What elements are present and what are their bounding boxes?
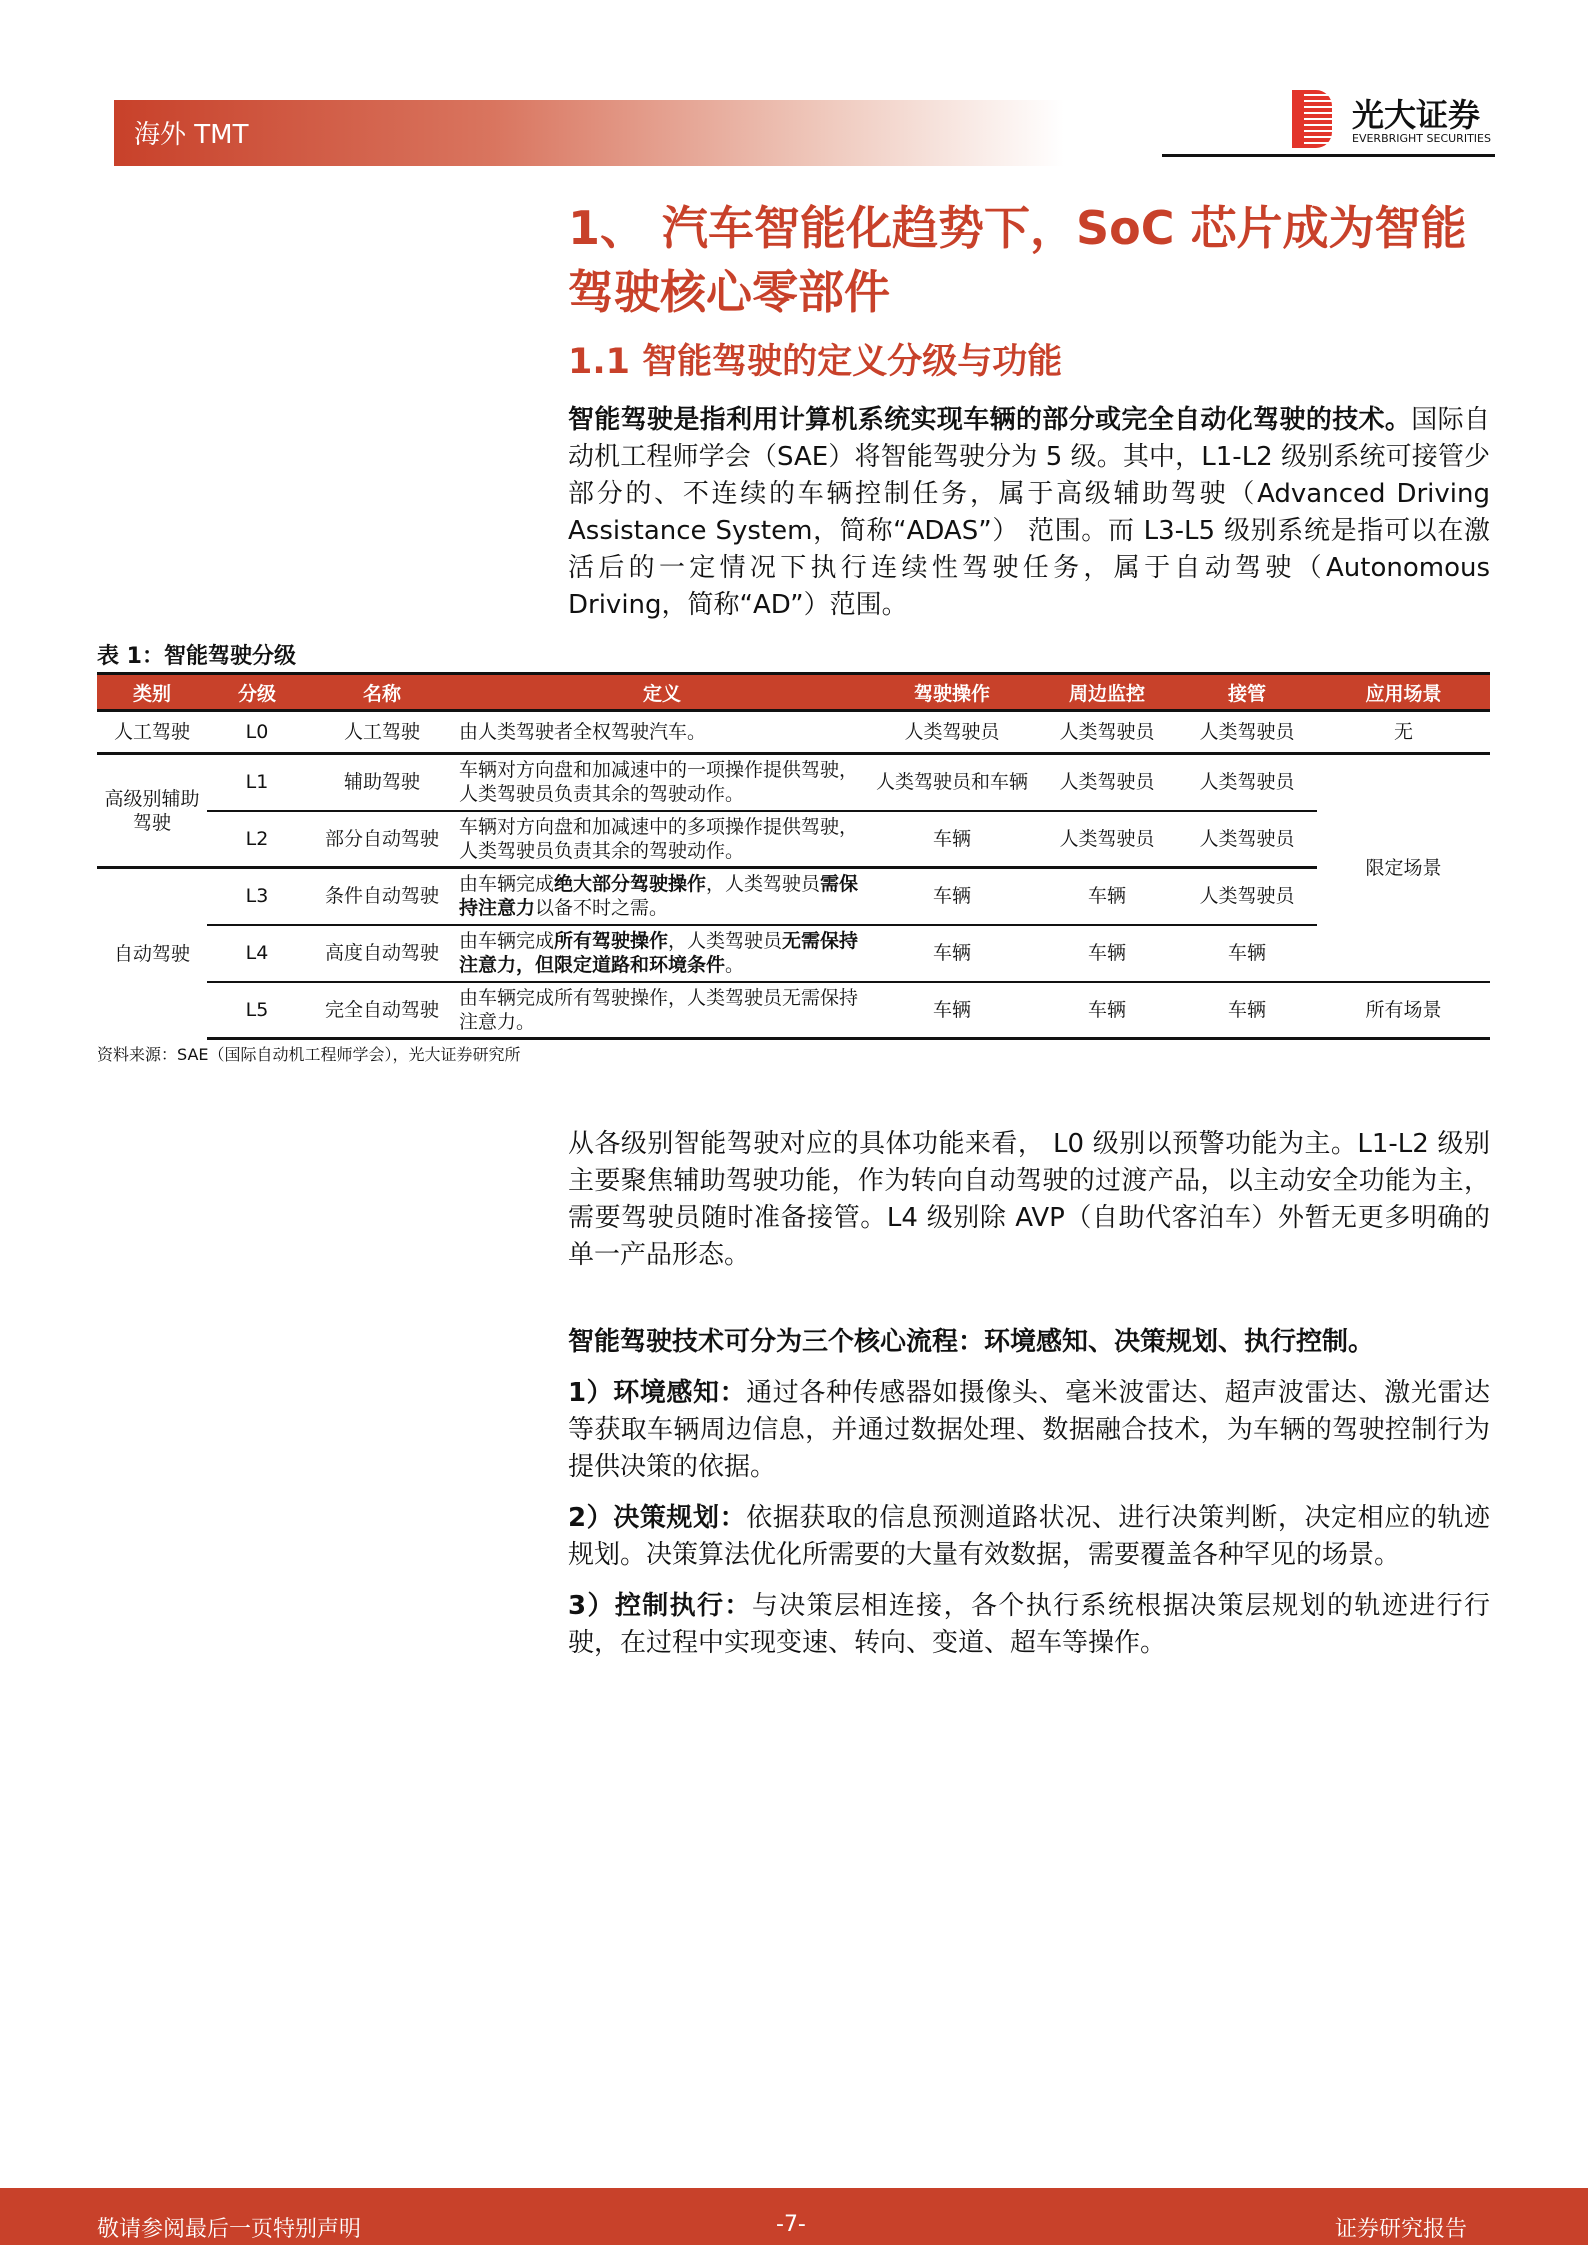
- cell: 由车辆完成所有驾驶操作，人类驾驶员无需保持注意力。: [457, 982, 867, 1039]
- cell: 辅助驾驶: [343, 771, 420, 794]
- cell: L1: [245, 771, 269, 794]
- cell: 人工驾驶: [307, 711, 457, 754]
- cell: 车辆: [1177, 982, 1317, 1039]
- cell: 无: [1317, 711, 1490, 754]
- process-item: 3）控制执行：与决策层相连接，各个执行系统根据决策层规划的轨迹进行行驶，在过程中实现变速、转向、变道、超车等操作。: [568, 1591, 1490, 1658]
- cell: 车辆: [1037, 982, 1177, 1039]
- cell: 人工驾驶: [97, 711, 207, 754]
- table-row: [97, 868, 1490, 925]
- cell: 车辆: [867, 811, 1037, 868]
- footer-disclaimer: 敬请参阅最后一页特别声明: [97, 2217, 362, 2242]
- cell: L5: [207, 982, 307, 1039]
- col-header: 类别: [97, 674, 207, 711]
- cell: 车辆: [1087, 885, 1126, 908]
- cell: 完全自动驾驶: [307, 982, 457, 1039]
- functions-paragraph: 从各级别智能驾驶对应的具体功能来看， L0 级别以预警功能为主。L1-L2 级别主要聚焦辅助驾驶功能，作为转向自动驾驶的过渡产品，以主动安全功能为主，需要驾驶员随时准备接管。L4 级别除 AVP（自助代客泊车）外暂无更多明确的单一产品形态。: [568, 1129, 1490, 1270]
- cell: 人类驾驶员: [1199, 771, 1295, 794]
- table-row: [97, 811, 1490, 868]
- col-header: 分级: [207, 674, 307, 711]
- cell: 人类驾驶员: [867, 711, 1037, 754]
- logo-mark-icon: [1292, 90, 1332, 148]
- content: [97, 196, 1490, 1662]
- cell: 人类驾驶员和车辆: [875, 771, 1028, 794]
- table-row: [97, 754, 1490, 811]
- cell: 限定场景: [1365, 856, 1442, 879]
- footer-report-type: 证券研究报告: [1335, 2217, 1468, 2242]
- cell: 部分自动驾驶: [307, 811, 457, 868]
- intro-bold: 智能驾驶是指利用计算机系统实现车辆的部分或完全自动化驾驶的技术。: [568, 405, 1412, 435]
- process-item: 1）环境感知：通过各种传感器如摄像头、毫米波雷达、超声波雷达、激光雷达等获取车辆周边信息，并通过数据处理、数据融合技术，为车辆的驾驶控制行为提供决策的依据。: [568, 1378, 1490, 1482]
- cell: 由车辆完成绝大部分驾驶操作，人类驾驶员需保持注意力以备不时之需。: [459, 873, 859, 920]
- cell: 车辆: [1177, 925, 1317, 982]
- cell: 条件自动驾驶: [324, 885, 439, 908]
- cell: 车辆对方向盘和加减速中的一项操作提供驾驶，人类驾驶员负责其余的驾驶动作。: [459, 759, 859, 806]
- section-label: 海外 TMT: [134, 120, 249, 150]
- cell: 所有场景: [1317, 982, 1490, 1039]
- col-header: 接管: [1177, 674, 1317, 711]
- footer-bar: [0, 2188, 1588, 2245]
- col-header: 周边监控: [1037, 674, 1177, 711]
- cell: 车辆: [932, 885, 971, 908]
- header-bar: [114, 100, 1064, 166]
- cell: 人类驾驶员: [1177, 711, 1317, 754]
- col-header: 驾驶操作: [867, 674, 1037, 711]
- cell: 车辆: [867, 925, 1037, 982]
- cell: 车辆对方向盘和加减速中的多项操作提供驾驶，人类驾驶员负责其余的驾驶动作。: [457, 811, 867, 868]
- col-header: 名称: [307, 674, 457, 711]
- cell: 车辆: [1037, 925, 1177, 982]
- page-title: 1、 汽车智能化趋势下，SoC 芯片成为智能驾驶核心零部件: [568, 201, 1467, 319]
- cell: L3: [245, 885, 269, 908]
- page-number: -7-: [776, 2212, 806, 2237]
- cell: 高级别辅助驾驶: [97, 754, 207, 868]
- cell: 人类驾驶员: [1177, 811, 1317, 868]
- cell: L0: [207, 711, 307, 754]
- cell: 由车辆完成所有驾驶操作，人类驾驶员无需保持注意力，但限定道路和环境条件。: [457, 925, 867, 982]
- table-row: [97, 711, 1490, 754]
- cell: 由人类驾驶者全权驾驶汽车。: [457, 711, 867, 754]
- cell: 自动驾驶: [113, 942, 190, 965]
- process-item: 2）决策规划：依据获取的信息预测道路状况、进行决策判断，决定相应的轨迹规划。决策算法优化所需要的大量有效数据，需要覆盖各种罕见的场景。: [568, 1503, 1490, 1570]
- cell: 人类驾驶员: [1199, 885, 1295, 908]
- logo-en: EVERBRIGHT SECURITIES: [1352, 132, 1491, 145]
- intro-text: 国际自动机工程师学会（SAE）将智能驾驶分为 5 级。其中，L1-L2 级别系统可接管少部分的、不连续的车辆控制任务，属于高级辅助驾驶（Advanced Driving Assistance System，简称“ADAS”） 范围。而 L3-L5 级别系统是指可以在激活后的一定情况下执行连续性驾驶任务，属于自动驾驶（Autonomous Driving，简称“AD”）范围。: [568, 405, 1490, 620]
- cell: 车辆: [867, 982, 1037, 1039]
- table-title: 表 1：智能驾驶分级: [97, 644, 296, 669]
- table-row: [97, 982, 1490, 1039]
- process-heading: 智能驾驶技术可分为三个核心流程：环境感知、决策规划、执行控制。: [568, 1327, 1375, 1357]
- table-source: 资料来源：SAE（国际自动机工程师学会），光大证券研究所: [97, 1045, 521, 1064]
- levels-table: [97, 672, 1490, 1040]
- logo-cn: 光大证券: [1352, 96, 1481, 134]
- cell: 人类驾驶员: [1037, 811, 1177, 868]
- col-header: 定义: [457, 674, 867, 711]
- section-subtitle: 1.1 智能驾驶的定义分级与功能: [568, 342, 1063, 382]
- header-divider: [1162, 154, 1495, 157]
- cell: L2: [207, 811, 307, 868]
- cell: 高度自动驾驶: [307, 925, 457, 982]
- intro-paragraph: [568, 402, 1490, 624]
- everbright-logo: [1292, 90, 1492, 150]
- cell: 人类驾驶员: [1059, 771, 1155, 794]
- table-row: [97, 925, 1490, 982]
- col-header: 应用场景: [1317, 674, 1490, 711]
- cell: L4: [207, 925, 307, 982]
- table-header-row: [97, 674, 1490, 711]
- cell: 人类驾驶员: [1037, 711, 1177, 754]
